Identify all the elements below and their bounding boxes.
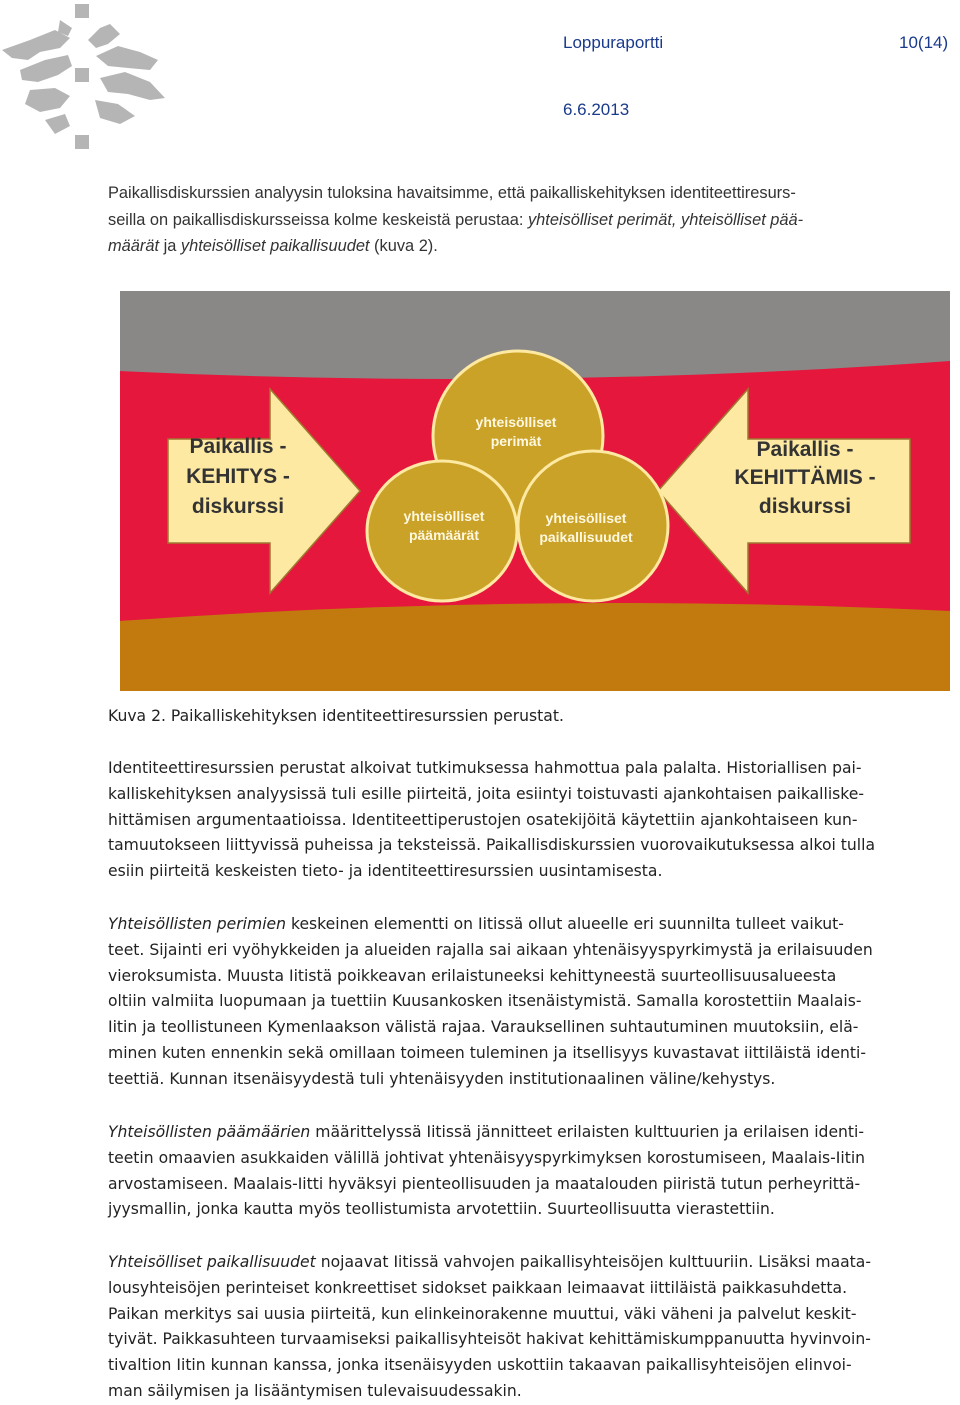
italic-term: Yhteisöllisten perimien bbox=[108, 915, 287, 933]
text-line: jyysmallin, jonka kautta myös teollistumista arvotettiin. Suurteollisuutta vierastettiin. bbox=[108, 1200, 775, 1219]
report-title: Loppuraportti bbox=[563, 33, 664, 52]
circle-top-label-2: perimät bbox=[490, 433, 542, 449]
intro-line: Paikallisdiskurssien analyysin tuloksina havaitsimme, että paikalliskehityksen identiteettiresurs- bbox=[108, 184, 796, 202]
intro-text: (kuva 2). bbox=[369, 237, 438, 255]
intro-paragraph bbox=[108, 180, 938, 260]
paragraph-paamaarat bbox=[108, 1120, 948, 1223]
text-line: Identiteettiresurssien perustat alkoivat tutkimuksessa hahmottua pala palalta. Historiallisen pai- bbox=[108, 759, 862, 777]
italic-term: Yhteisöllisten päämäärien bbox=[108, 1123, 311, 1141]
intro-italic: määrät bbox=[108, 237, 160, 255]
circle-top-label-1: yhteisölliset bbox=[475, 414, 557, 430]
text-line: Iitin ja teollistuneen Kymenlaakson välistä rajaa. Varauksellinen suhtautuminen muutoksiin, elä- bbox=[108, 1018, 859, 1037]
text-line: lousyhteisöjen perinteiset konkreettiset sidokset paikkaan leimaavat iittiläistä paikkasuhdetta. bbox=[108, 1278, 848, 1297]
text-line: arvostamiseen. Maalais-Iitti hyväksyi pienteollisuuden ja maatalouden piiristä tutun perheyrittä- bbox=[108, 1174, 861, 1193]
text-line: teet. Sijainti eri vyöhykkeiden ja alueiden rajalla sai aikaan yhtenäisyyspyrkimystä ja erilaisuuden bbox=[108, 940, 873, 959]
report-date: 6.6.2013 bbox=[563, 100, 630, 119]
intro-italic: yhteisölliset perimät, yhteisölliset pää- bbox=[527, 210, 804, 229]
text-segment: nojaavat Iitissä vahvojen paikallisyhteisöjen kulttuuriin. Lisäksi maata- bbox=[315, 1253, 871, 1271]
text-line: tivaltion Iitin kunnan kanssa, jonka itsenäisyyden uskottiin takaavan paikallisyhteisöjen elinvoi- bbox=[108, 1356, 852, 1375]
circle-left-label-1: yhteisölliset bbox=[403, 508, 485, 524]
text-line: kalliskehityksen analyysissä tuli esille piirteitä, joita esiintyi toistuvasti ajankohtaisen paikalliske- bbox=[108, 784, 864, 803]
text-line bbox=[108, 912, 948, 938]
paragraph-identity-bases bbox=[108, 756, 948, 885]
text-line: esiin piirteitä keskeisten tieto- ja identiteettiresurssien uusintamisesta. bbox=[108, 862, 663, 881]
text-line: teetin omaavien asukkaiden välillä johtivat yhtenäisyyspyrkimyksen korostumiseen, Maalais-Iitin bbox=[108, 1148, 866, 1167]
circle-right-label-1: yhteisölliset bbox=[545, 510, 627, 526]
text-line: Paikan merkitys sai uusia piirteitä, kun elinkeinorakenne muuttui, väki väheni ja palvelut keskit- bbox=[108, 1304, 857, 1323]
circle-right-label-2: paikallisuudet bbox=[539, 529, 633, 545]
right-arrow-label-3: diskurssi bbox=[758, 495, 852, 518]
left-arrow-label-1: Paikallis - bbox=[189, 435, 287, 458]
bottom-band bbox=[120, 603, 950, 691]
text-line: tamuutokseen liittyvissä puheissa ja teksteissä. Paikallisdiskurssien vuorovaikutuksessa alkoi tulla bbox=[108, 836, 876, 855]
text-line: oltiin valmiita luopumaan ja tuettiin Kuusankosken itsenäistymistä. Samalla korostettiin Maalais- bbox=[108, 992, 862, 1011]
intro-italic: yhteisölliset paikallisuudet bbox=[180, 237, 370, 255]
left-arrow-label-3: diskurssi bbox=[191, 495, 285, 518]
right-arrow-label-1: Paikallis - bbox=[756, 438, 854, 461]
left-arrow-label-2: KEHITYS - bbox=[186, 465, 290, 488]
text-line: man säilymisen ja lisääntymisen tulevaisuudessakin. bbox=[108, 1381, 522, 1400]
italic-term: Yhteisölliset paikallisuudet bbox=[108, 1253, 316, 1271]
text-line: tyivät. Paikkasuhteen turvaamiseksi paikallisyhteisöt hakivat kehittämiskumppanuutta hyvinvoin- bbox=[108, 1330, 871, 1349]
university-logo bbox=[0, 0, 170, 160]
identity-resources-diagram bbox=[120, 291, 950, 691]
intro-text: ja bbox=[159, 237, 181, 255]
text-line bbox=[108, 1250, 948, 1276]
paragraph-perimat bbox=[108, 912, 948, 1093]
intro-line bbox=[108, 207, 938, 234]
right-arrow-label-2: KEHITTÄMIS - bbox=[734, 466, 876, 489]
intro-text: seilla on paikallisdiskursseissa kolme keskeistä perustaa: bbox=[108, 210, 528, 229]
circle-left-label-2: päämäärät bbox=[408, 527, 480, 543]
text-line: vieroksumista. Muusta Iitistä poikkeavan erilaistuneeksi kehittyneestä suurteollisuusalueesta bbox=[108, 966, 837, 985]
paragraph-paikallisuudet bbox=[108, 1250, 948, 1405]
text-line: hittämisen argumentaatioissa. Identiteettiperustojen osatekijöitä käytettiin ajankohtaiseen kun- bbox=[108, 810, 858, 829]
text-segment: määrittelyssä Iitissä jännitteet erilaisten kulttuurien ja erilaisen identi- bbox=[310, 1123, 864, 1141]
figure-caption: Kuva 2. Paikalliskehityksen identiteettiresurssien perustat. bbox=[108, 707, 564, 725]
page-number: 10(14) bbox=[899, 33, 949, 52]
circle-paikallisuudet bbox=[518, 451, 668, 601]
text-line bbox=[108, 1120, 948, 1146]
intro-line bbox=[108, 233, 938, 260]
text-line: teettiä. Kunnan itsenäisyydestä tuli yhtenäisyyden institutionaalinen väline/kehystys. bbox=[108, 1069, 776, 1088]
text-line: minen kuten ennenkin sekä omillaan toimeen tuleminen ja itsellisyys kuvastavat iittiläistä identi- bbox=[108, 1043, 867, 1062]
text-segment: keskeinen elementti on Iitissä ollut alueelle eri suunnilta tulleet vaikut- bbox=[286, 915, 844, 933]
